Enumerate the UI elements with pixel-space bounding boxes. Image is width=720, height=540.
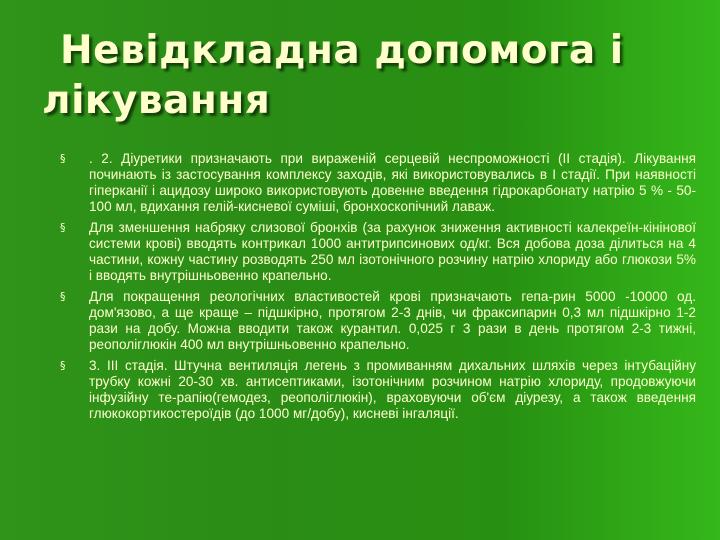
bullet-item [60,289,696,353]
bullet-marker-icon: § [60,290,66,303]
slide-title [42,26,692,126]
bullet-list [60,151,696,427]
bullet-text: Для покращення реологічних властивостей крові призначають гепа-рин 5000 -10000 од. дом'язово, а ще краще – підшкірно, протягом 2-3 днів, чи фраксипарин 0,3 мл підшкірно 1-2 рази на добу. Можна вводити також курантил. 0,025 г 3 рази в день протягом 2-3 тижні, реополіглюкін 400 мл внутрішньовенно крапельно. [89,289,696,352]
bullet-item [60,220,696,284]
bullet-text: . 2. Діуретики призначають при вираженій серцевій неспроможності (ІІ стадія). Лікування починають із застосування комплексу заходів, які використовувались в І стадії. При наявності гіперканії і ацидозу широко використовують довенне введення гідрокарбонату натрію 5 % - 50-100 мл, вдихання гелій-кисневої суміші, бронхоскопічний лаваж. [89,151,696,214]
slide-title-line-1: Невідкладна допомога і [60,28,624,73]
slide-title-line-2: лікування [42,78,271,123]
bullet-marker-icon: § [60,152,66,165]
bullet-marker-icon: § [60,359,66,372]
bullet-text: 3. ІІІ стадія. Штучна вентиляція легень з промиванням дихальних шляхів через інтубаційну трубку кожні 20-30 хв. антисептиками, ізотонічним розчином натрію хлориду, продовжуючи інфузійну те-рапію(гемодез, реополіглюкін), враховуючи об'єм діурезу, а також введення глюкокортикостероїдів (до 1000 мг/добу), кисневі інгаляції. [89,358,696,421]
bullet-item [60,151,696,215]
bullet-item [60,358,696,422]
bullet-marker-icon: § [60,221,66,234]
bullet-text: Для зменшення набряку слизової бронхів (за рахунок зниження активності калекреїн-кінінової системи крові) вводять контрикал 1000 антитрипсинових од/кг. Вся добова доза ділиться на 4 частини, кожну частину розводять 250 мл ізотонічного розчину натрію хлориду або глюкози 5% і вводять внутрішньовенно крапельно. [89,220,696,283]
